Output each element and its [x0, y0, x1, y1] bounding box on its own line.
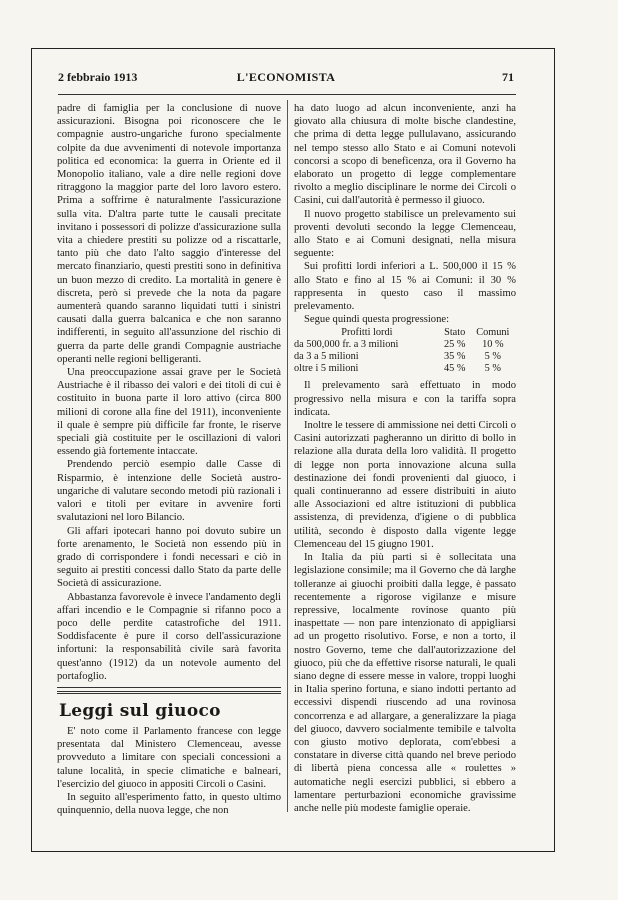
column-divider — [287, 100, 288, 812]
table-header: Profitti lordi — [341, 327, 393, 339]
section-title: Leggi sul giuoco — [59, 700, 221, 721]
paragraph: ha dato luogo ad alcun inconveniente, anzi ha giovato alla chiusura di molte bische clandestine, che prima di detta legge pullulavano, assicurando nel tempo stesso allo Stato e ai Comuni notevoli concorsi a scopo di beneficenza, ora il Governo ha elaborato un progetto di legge complementare rivolto a meglio disciplinare le norme dei Circoli o Casini, cui dall'autorità è permesso il giuoco. — [294, 103, 516, 207]
table-cell: 5 % — [484, 351, 501, 363]
paragraph: Il nuovo progetto stabilisce un prelevamento sui proventi devoluti secondo la legge Clemenceau, allo Stato e ai Comuni designati, nella misura seguente: — [294, 208, 516, 260]
paragraph: E' noto come il Parlamento francese con legge presentata dal Ministero Clemenceau, avesse provveduto a limitare con speciali concessioni a talune località, in specie climatiche e balneari, l'esercizio del giuoco in appositi Circoli o Casini. — [57, 725, 281, 790]
page-number: 71 — [502, 70, 514, 84]
table-cell: 35 % — [443, 351, 466, 363]
table-cell: 45 % — [443, 363, 466, 375]
paragraph: Gli affari ipotecari hanno poi dovuto subire un forte arenamento, le Società non essendo più in grado di corrispondere i fondi necessari e ciò in seguito ai prestiti concessi dallo Stato da parte delle Società di assicurazione. — [57, 525, 281, 590]
table-header: Comuni — [476, 327, 510, 339]
paragraph: In seguito all'esperimento fatto, in questo ultimo quinquennio, della nuova legge, che non — [57, 791, 281, 817]
paragraph: padre di famiglia per la conclusione di nuove assicurazioni. Bisogna poi riconoscere che le compagnie austro-ungariche furono specialmente colpite da due avvenimenti di notevole importanza politica ed economica: la guerra in Oriente ed il Monopolio italiano, vale a dire nelle regioni dove ritraggono la maggior parte del loro lavoro estero. Prima a soffrirne è naturalmente l'assicurazione sulla vita. D'altra parte tutte le causali precitate invitano i possessori di polizze d'assicurazione sulla vita a chiedere prestiti su polizze od a riscattarle, tanto più che dato l'alto saggio d'interesse del mercato finanziario, questi prestiti sono in definitiva un buon mezzo di credito. La mortalità in genere è discreta, però si prevede che la nota da pagare aumenterà quando saranno liquidati tutti i sinistri causati dalla guerra balcanica e che non saranno indifferenti, in seguito all'assunzione del rischio di guerra da parte delle grandi Compagnie austriache operanti nelle regioni belligeranti. — [57, 103, 281, 365]
paragraph: Inoltre le tessere di ammissione nei detti Circoli o Casini autorizzati pagheranno un diritto di bollo in relazione alla durata della loro validità. Il progetto di legge non porta innovazione alcuna sulla destinazione dei fondi provenienti dal giuoco, i quali continueranno ad essere distribuiti in aiuto alle Associazioni ed altre istituzioni di pubblica assistenza, di previdenza, d'igiene o di pubblica utilità, secondo è disposto dalla vigente legge Clemenceau del 15 giugno 1901. — [294, 420, 516, 550]
table-cell: da 500,000 fr. a 3 milioni — [294, 339, 399, 351]
table-cell: oltre i 5 milioni — [294, 363, 359, 375]
right-column — [294, 102, 516, 815]
header-rule — [58, 94, 516, 95]
table-cell: 25 % — [443, 339, 466, 351]
journal-title: L'ECONOMISTA — [236, 70, 336, 84]
table-header-row — [294, 327, 516, 339]
table-cell: 10 % — [482, 339, 504, 351]
paragraph: Una preoccupazione assai grave per le Società Austriache è il ribasso dei valori e dei titoli di cui è costituito in buona parte il loro attivo (circa 800 milioni di corone alla fine del 1911), inconveniente il quale è sempre più difficile far fronte, le riserve speciali già costituite per le oscillazioni di valori essendo già fortemente intaccate. — [57, 367, 281, 458]
section-double-rule — [57, 691, 281, 694]
table-cell: da 3 a 5 milioni — [294, 351, 359, 363]
section-rule — [57, 687, 281, 688]
table-row — [294, 363, 516, 375]
paragraph: Abbastanza favorevole è invece l'andamento degli affari incendio e le Compagnie si rifanno poco a poco delle perdite catastrofiche del 1911. Soddisfacente è pure il corso dell'assicurazione infortuni: la responsabilità civile sarà favorita quest'anno (1912) da un notevole aumento del portafoglio. — [57, 591, 281, 682]
table-cell: 5 % — [484, 363, 501, 375]
paragraph: In Italia da più parti si è sollecitata una legislazione consimile; ma il Governo che dà larghe tolleranze ai giuochi proibiti dalla legge, è passato recentemente a rigorose vigilanze e misure repressive, localmente rovinose quanto più inaspettate — non pare intenzionato di appigliarsi ad un progetto risolutivo. Forse, e non a torto, il nostro Governo, teme che dall'autorizzazione del giuoco, più che da effettive risorse naturali, le quali siano degne di essere messe in valore, troppi luoghi in Italia sperino fortuna, e siano indotti pertanto ad eccessivi dispendi riuscendo ad una rovinosa concorrenza e ad allargare, a generalizzare la piaga del giuoco, davvero socialmente temibile e talvolta con giusto motivo deplorata, com'ebbesi a constatare in diverse città quando nel breve periodo di libertà piena concessa alle « roulettes » automatiche negli esercizi pubblici, si ebbero a lamentare perturbazioni economiche gravissime anche nelle più modeste famiglie operaie. — [294, 552, 516, 814]
paragraph: Prendendo perciò esempio dalle Casse di Risparmio, è intenzione delle Società austro-ungariche di valutare secondo metodi più razionali i valori e titoli per evitare in avvenire forti svalutazioni nel loro Bilancio. — [57, 459, 281, 524]
table-row — [294, 339, 516, 351]
progression-intro: Segue quindi questa progressione: — [304, 314, 450, 326]
paragraph: Sui profitti lordi inferiori a L. 500,000 il 15 % allo Stato e fino al 15 % ai Comuni: il 30 % rappresenta in questo caso il massimo prelevamento. — [294, 261, 516, 313]
progression-table — [294, 327, 516, 375]
running-header — [58, 70, 514, 90]
paragraph: Il prelevamento sarà effettuato in modo progressivo nella misura e con la tariffa sopra indicata. — [294, 380, 516, 418]
table-row — [294, 351, 516, 363]
table-header: Stato — [444, 327, 466, 339]
issue-date: 2 febbraio 1913 — [58, 70, 138, 84]
left-column — [57, 102, 281, 817]
